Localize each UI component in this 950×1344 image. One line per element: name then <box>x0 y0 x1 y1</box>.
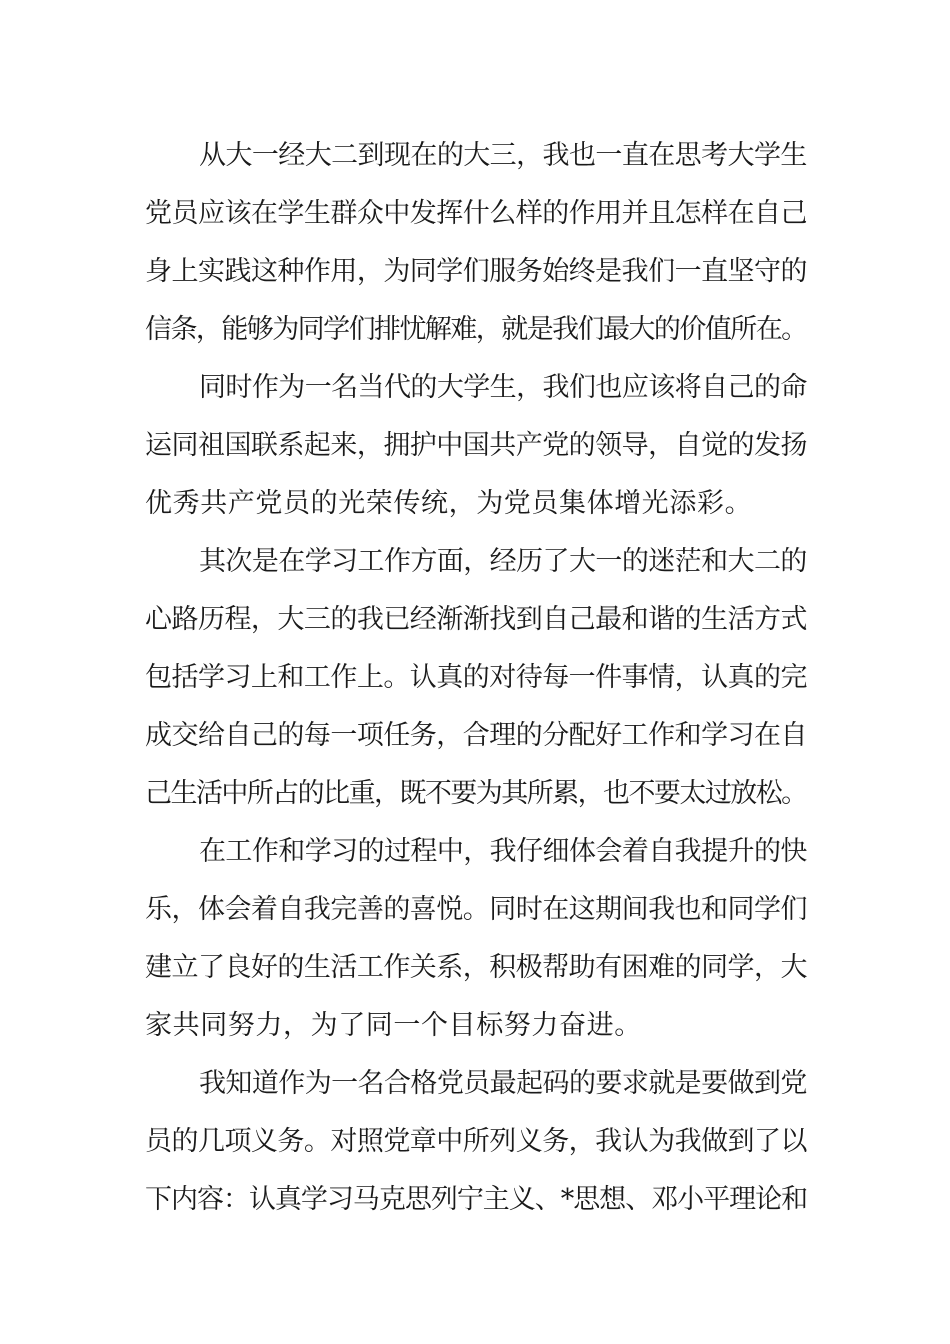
text-line: 优秀共产党员的光荣传统，为党员集体增光添彩。 <box>145 488 753 519</box>
text-line: 建立了良好的生活工作关系，积极帮助有困难的同学，大 <box>145 952 807 983</box>
text-line: 运同祖国联系起来，拥护中国共产党的领导，自觉的发扬 <box>145 430 807 461</box>
text-line: 己生活中所占的比重，既不要为其所累，也不要太过放松。 <box>145 778 807 809</box>
text-line: 身上实践这种作用，为同学们服务始终是我们一直坚守的 <box>145 256 807 287</box>
paragraph-first-line: 同时作为一名当代的大学生，我们也应该将自己的命 <box>199 372 807 403</box>
text-line: 员的几项义务。对照党章中所列义务，我认为我做到了以 <box>145 1126 807 1157</box>
text-line: 包括学习上和工作上。认真的对待每一件事情，认真的完 <box>145 662 807 693</box>
text-line: 乐，体会着自我完善的喜悦。同时在这期间我也和同学们 <box>145 894 807 925</box>
text-line: 党员应该在学生群众中发挥什么样的作用并且怎样在自己 <box>145 198 807 229</box>
text-line: 下内容：认真学习马克思列宁主义、*思想、邓小平理论和 <box>145 1184 808 1215</box>
text-line: 家共同努力，为了同一个目标努力奋进。 <box>145 1010 642 1041</box>
paragraph-first-line: 我知道作为一名合格党员最起码的要求就是要做到党 <box>199 1068 807 1099</box>
body-text <box>145 127 807 1229</box>
paragraph-first-line: 在工作和学习的过程中，我仔细体会着自我提升的快 <box>199 836 807 867</box>
text-line: 成交给自己的每一项任务，合理的分配好工作和学习在自 <box>145 720 807 751</box>
paragraph-first-line: 从大一经大二到现在的大三，我也一直在思考大学生 <box>199 140 807 171</box>
paragraph-first-line: 其次是在学习工作方面，经历了大一的迷茫和大二的 <box>199 546 807 577</box>
text-line: 心路历程，大三的我已经渐渐找到自己最和谐的生活方式 <box>145 604 807 635</box>
text-line: 信条，能够为同学们排忧解难，就是我们最大的价值所在。 <box>145 314 807 345</box>
